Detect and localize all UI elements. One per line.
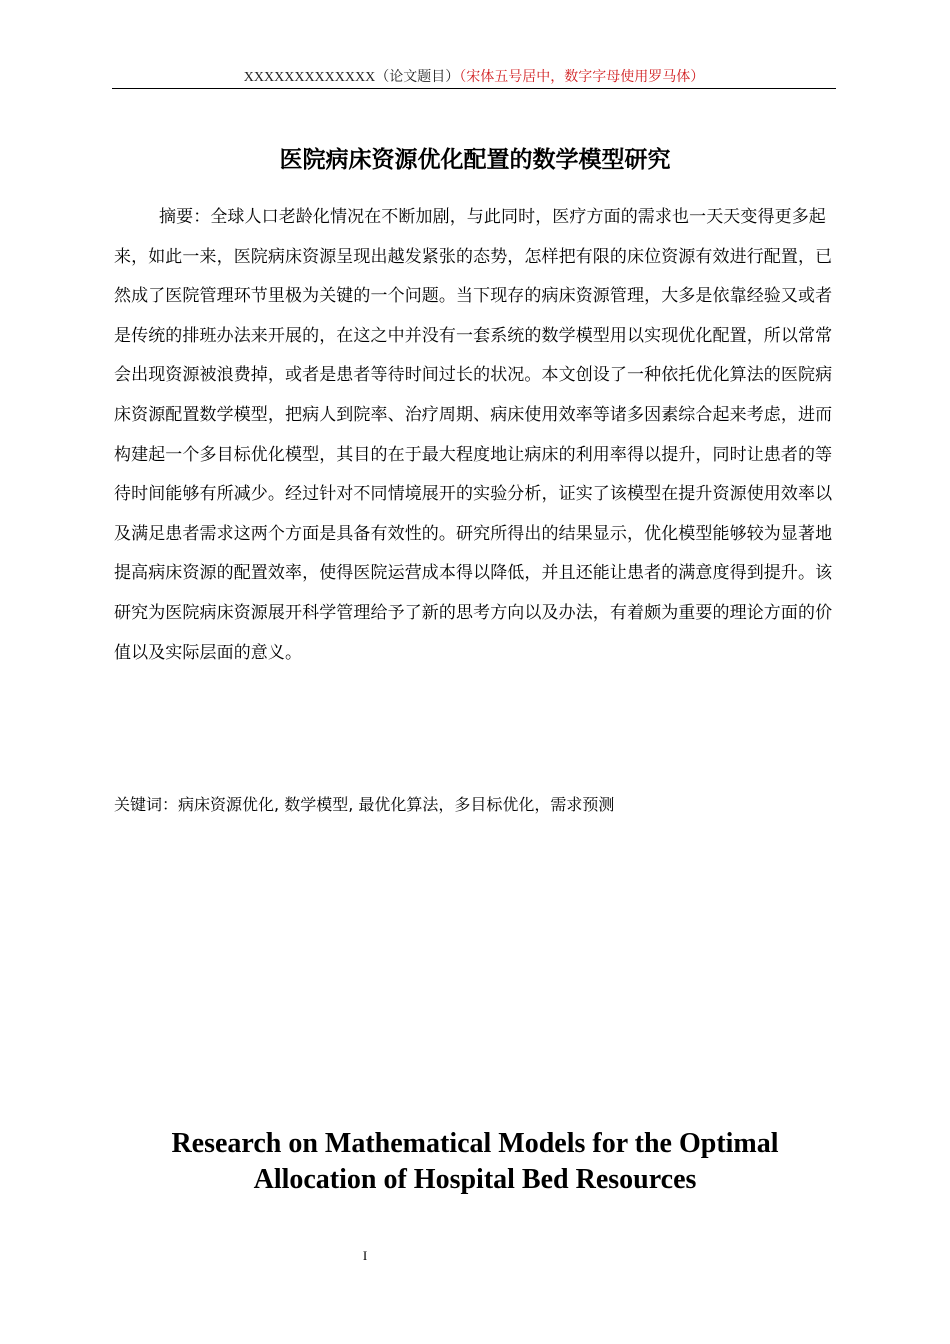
keywords-text: 病床资源优化, 数学模型, 最优化算法，多目标优化，需求预测 (178, 795, 615, 814)
english-title (120, 1126, 830, 1198)
chinese-title: 医院病床资源优化配置的数学模型研究 (279, 147, 671, 173)
english-title-line-1: Research on Mathematical Models for the Optimal (171, 1128, 779, 1159)
abstract-paragraph (114, 198, 836, 673)
english-title-line-2: Allocation of Hospital Bed Resources (253, 1164, 697, 1195)
header-format-note: （宋体五号居中，数字字母使用罗马体） (459, 70, 705, 85)
abstract-label: 摘要： (159, 207, 211, 227)
keywords-label: 关键词： (114, 795, 179, 814)
page-number: I (362, 1248, 368, 1263)
abstract-text: 全球人口老龄化情况在不断加剧，与此同时，医疗方面的需求也一天天变得更多起来，如此一来，医院病床资源呈现出越发紧张的态势，怎样把有限的床位资源有效进行配置，已然成了医院管理环节里极为关键的一个问题。当下现存的病床资源管理，大多是依靠经验又或者是传统的排班办法来开展的，在这之中并没有一套系统的数学模型用以实现优化配置，所以常常会出现资源被浪费掉，或者是患者等待时间过长的状况。本文创设了一种依托优化算法的医院病床资源配置数学模型，把病人到院率、治疗周期、病床使用效率等诸多因素综合起来考虑，进而构建起一个多目标优化模型，其目的在于最大程度地让病床的利用率得以提升，同时让患者的等待时间能够有所减少。经过针对不同情境展开的实验分析，证实了该模型在提升资源使用效率以及满足患者需求这两个方面是具备有效性的。研究所得出的结果显示，优化模型能够较为显著地提高病床资源的配置效率，使得医院运营成本得以降低，并且还能让患者的满意度得到提升。该研究为医院病床资源展开科学管理给予了新的思考方向以及办法，有着颇为重要的理论方面的价值以及实际层面的意义。 (114, 207, 833, 663)
keywords-line (114, 787, 836, 823)
page-header (112, 68, 836, 89)
header-thesis-title: XXXXXXXXXXXXX（论文题目） (243, 70, 460, 85)
